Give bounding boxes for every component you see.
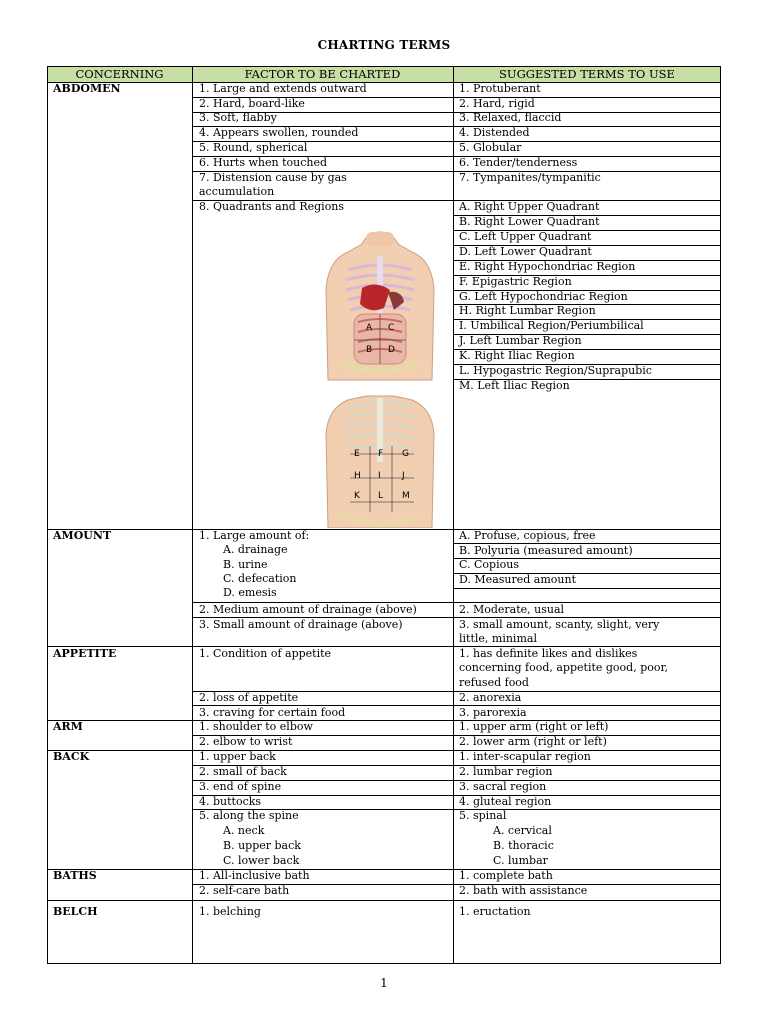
region-term: F. Epigastric Region [459,275,572,288]
back-term: 2. lumbar region [459,765,553,778]
region-label: J [402,471,405,481]
amount-factor: 2. Medium amount of drainage (above) [199,603,417,616]
region-label: I [378,471,381,481]
category-baths: BATHS [53,869,97,882]
abdomen-term: 1. Protuberant [459,82,541,95]
arm-term: 1. upper arm (right or left) [459,720,609,733]
baths-term: 2. bath with assistance [459,884,588,897]
region-term: H. Right Lumbar Region [459,304,596,317]
region-label: K [354,491,360,501]
region-label: H [354,471,361,481]
abdomen-term: 5. Globular [459,141,522,154]
appetite-term: 2. anorexia [459,691,522,704]
abdomen-factor: 7. Distension cause by gas [199,171,347,184]
region-term: G. Left Hypochondriac Region [459,290,628,303]
amount-factor: C. defecation [223,572,297,585]
category-belch: BELCH [53,905,98,918]
region-term: C. Left Upper Quadrant [459,230,592,243]
header-suggested: SUGGESTED TERMS TO USE [499,67,675,81]
appetite-factor: 1. Condition of appetite [199,647,332,660]
page-title: CHARTING TERMS [317,38,451,52]
region-term: I. Umbilical Region/Periumbilical [459,319,644,332]
back-term: 4. gluteal region [459,795,552,808]
amount-term: 2. Moderate, usual [459,603,565,616]
category-appetite: APPETITE [53,647,117,660]
appetite-factor: 3. craving for certain food [199,706,346,719]
region-term: E. Right Hypochondriac Region [459,260,636,273]
back-factor: C. lower back [223,854,300,867]
amount-term: A. Profuse, copious, free [459,529,596,542]
region-term: B. Right Lower Quadrant [459,215,600,228]
back-term: B. thoracic [493,839,554,852]
back-factor: 4. buttocks [199,795,262,808]
back-factor: 3. end of spine [199,780,282,793]
amount-factor: B. urine [223,558,268,571]
back-term: C. lumbar [493,854,548,867]
region-term: K. Right Iliac Region [459,349,575,362]
category-back: BACK [53,750,90,763]
baths-factor: 2. self-care bath [199,884,290,897]
region-label: F [378,449,384,459]
back-factor: 2. small of back [199,765,287,778]
quadrant-label: A [366,323,373,333]
region-term: L. Hypogastric Region/Suprapubic [459,364,652,377]
belch-factor: 1. belching [199,905,261,918]
abdomen-factor: accumulation [199,185,275,198]
abdomen-quadrants-figure [318,230,442,382]
category-amount: AMOUNT [53,529,112,542]
page-number: 1 [380,976,388,990]
amount-term: D. Measured amount [459,573,576,586]
quadrant-label: C [388,323,395,333]
appetite-factor: 2. loss of appetite [199,691,299,704]
appetite-term: 1. has definite likes and dislikes [459,647,638,660]
abdomen-term: 3. Relaxed, flaccid [459,111,562,124]
category-abdomen: ABDOMEN [53,82,121,95]
region-term: A. Right Upper Quadrant [459,200,600,213]
back-factor: 1. upper back [199,750,276,763]
back-term: 5. spinal [459,809,507,822]
category-arm: ARM [53,720,83,733]
region-label: L [378,491,384,501]
appetite-term: 3. parorexia [459,706,527,719]
amount-term: little, minimal [459,632,537,645]
arm-factor: 1. shoulder to elbow [199,720,313,733]
abdomen-factor: 3. Soft, flabby [199,111,277,124]
abdomen-factor: 5. Round, spherical [199,141,308,154]
back-factor: B. upper back [223,839,301,852]
abdomen-regions-figure [320,394,440,528]
amount-term: C. Copious [459,558,519,571]
amount-factor: A. drainage [223,543,288,556]
amount-term: B. Polyuria (measured amount) [459,544,633,557]
arm-factor: 2. elbow to wrist [199,735,293,748]
region-term: M. Left Iliac Region [459,379,570,392]
abdomen-factor: 4. Appears swollen, rounded [199,126,359,139]
abdomen-factor: 8. Quadrants and Regions [199,200,345,213]
back-factor: A. neck [223,824,265,837]
abdomen-factor: 6. Hurts when touched [199,156,328,169]
appetite-term: refused food [459,676,529,689]
baths-factor: 1. All-inclusive bath [199,869,310,882]
region-label: M [402,491,410,501]
abdomen-factor: 1. Large and extends outward [199,82,367,95]
header-concerning: CONCERNING [75,67,164,81]
back-term: 1. inter-scapular region [459,750,591,763]
abdomen-factor: 2. Hard, board-like [199,97,305,110]
amount-factor: 3. Small amount of drainage (above) [199,618,403,631]
abdomen-term: 4. Distended [459,126,530,139]
header-factor: FACTOR TO BE CHARTED [244,67,401,81]
abdomen-term: 2. Hard, rigid [459,97,535,110]
back-term: 3. sacral region [459,780,547,793]
abdomen-term: 6. Tender/tenderness [459,156,578,169]
region-term: J. Left Lumbar Region [459,334,582,347]
back-term: A. cervical [493,824,552,837]
amount-term: 3. small amount, scanty, slight, very [459,618,660,631]
quadrant-label: B [366,345,373,355]
region-label: G [402,449,409,459]
amount-factor: D. emesis [223,586,277,599]
amount-factor: 1. Large amount of: [199,529,310,542]
abdomen-term: 7. Tympanites/tympanitic [459,171,601,184]
arm-term: 2. lower arm (right or left) [459,735,607,748]
region-term: D. Left Lower Quadrant [459,245,592,258]
quadrant-label: D [388,345,395,355]
region-label: E [354,449,360,459]
back-factor: 5. along the spine [199,809,299,822]
belch-term: 1. eructation [459,905,531,918]
appetite-term: concerning food, appetite good, poor, [459,661,669,674]
baths-term: 1. complete bath [459,869,553,882]
